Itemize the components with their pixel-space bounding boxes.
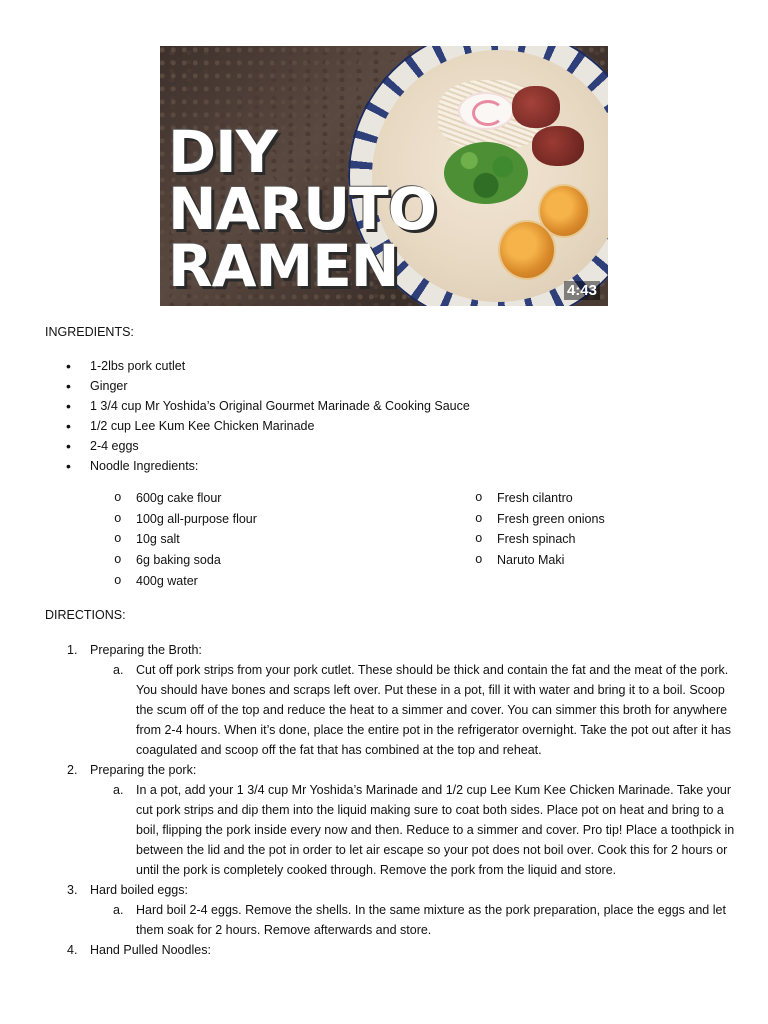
ingredient-item: • Noodle Ingredients: [90, 456, 470, 476]
step-number: 1. [67, 643, 78, 657]
step-number: 2. [67, 763, 78, 777]
title-line: DIY [168, 118, 277, 186]
pork-image [512, 86, 560, 128]
ingredient-item: • Ginger [90, 376, 470, 396]
noodle-ingredient-item: o 6g baking soda [136, 550, 257, 571]
substep-text: Hard boil 2-4 eggs. Remove the shells. In the same mixture as the pork preparation, place the eggs and let them soak for 2 hours. Remove afterwards and store. [136, 903, 726, 937]
directions-list [45, 640, 735, 960]
substep-marker: a. [113, 903, 124, 917]
naruto-fishcake-image [458, 92, 514, 130]
ingredient-item: • 1/2 cup Lee Kum Kee Chicken Marinade [90, 416, 470, 436]
step-number: 3. [67, 883, 78, 897]
direction-substep [90, 660, 735, 760]
direction-step [45, 640, 735, 660]
step-title: Hard boiled eggs: [90, 883, 188, 897]
thumbnail-title [168, 118, 437, 300]
noodle-ingredients-right [497, 488, 605, 571]
ingredient-item: • 1 3/4 cup Mr Yoshida’s Original Gourmet Marinade & Cooking Sauce [90, 396, 470, 416]
video-thumbnail[interactable] [160, 46, 608, 306]
directions-heading: DIRECTIONS: [45, 608, 126, 622]
ingredient-item: • 1-2lbs pork cutlet [90, 356, 470, 376]
direction-substep [90, 900, 735, 940]
step-title: Preparing the Broth: [90, 643, 202, 657]
direction-step [45, 760, 735, 780]
noodle-ingredient-item: o Fresh cilantro [497, 488, 605, 509]
noodle-ingredient-item: o Fresh green onions [497, 509, 605, 530]
noodle-ingredient-item: o 600g cake flour [136, 488, 257, 509]
substep-text: Cut off pork strips from your pork cutlet. These should be thick and contain the fat and the meat of the pork. You should have bones and scraps left over. Put these in a pot, fill it with water and bring it to a boil. Scoop the scum off of the top and reduce the heat to a simmer and cover. You can simmer this broth for anywhere from 2-4 hours. When it’s done, place the entire pot in the refrigerator overnight. Take the pot out after it has coagulated and scoop off the fat that has combined at the top and reheat. [136, 663, 732, 757]
substep-marker: a. [113, 783, 124, 797]
substep-text: In a pot, add your 1 3/4 cup Mr Yoshida’s Marinade and 1/2 cup Lee Kum Kee Chicken Marinade. Take your cut pork strips and dip them into the liquid making sure to coat both sides. Place pot on heat and bring to a boil, flipping the pork inside every now and then. Reduce to a simmer and cover. Pro tip! Place a toothpick in between the lid and the pot in order to let air escape so your pot does not boil over. Cook this for 2 hours or until the pork is completely cooked through. Remove the pork from the liquid and store. [136, 783, 735, 877]
direction-substep [90, 780, 735, 880]
video-duration-badge: 4:43 [564, 281, 600, 300]
direction-step [45, 880, 735, 900]
ingredient-item: • 2-4 eggs [90, 436, 470, 456]
greens-image [444, 142, 528, 204]
noodle-ingredient-item: o 100g all-purpose flour [136, 509, 257, 530]
noodle-ingredient-item: o Fresh spinach [497, 529, 605, 550]
title-line: RAMEN [168, 232, 399, 300]
step-number: 4. [67, 943, 78, 957]
noodle-ingredient-item: o 400g water [136, 571, 257, 592]
noodle-ingredients-left [136, 488, 257, 591]
title-line: NARUTO [168, 175, 437, 243]
step-title: Preparing the pork: [90, 763, 197, 777]
direction-step [45, 940, 735, 960]
ingredients-heading: INGREDIENTS: [45, 325, 134, 339]
step-title: Hand Pulled Noodles: [90, 943, 211, 957]
substep-marker: a. [113, 663, 124, 677]
noodle-ingredient-item: o Naruto Maki [497, 550, 605, 571]
ingredients-list [90, 356, 470, 476]
noodle-ingredient-item: o 10g salt [136, 529, 257, 550]
